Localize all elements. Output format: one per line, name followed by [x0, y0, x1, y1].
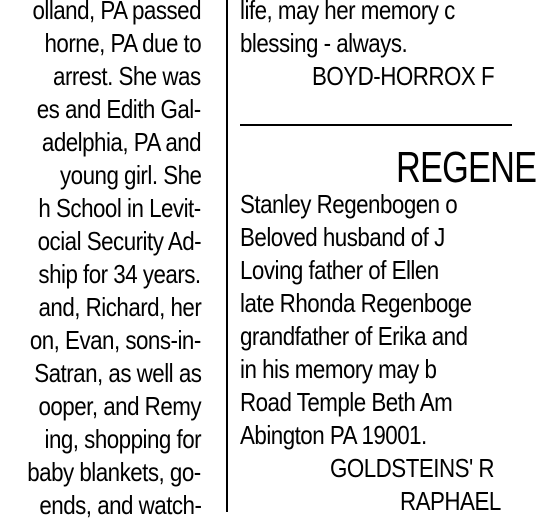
obituary-text-line: horne, PA due to: [44, 28, 201, 58]
column-divider: [226, 0, 228, 512]
obituary-text-line: grandfather of Erika and: [240, 321, 468, 351]
obituary-column-right: [240, 0, 512, 516]
funeral-home-credit: BOYD-HORROX F: [312, 61, 495, 91]
obituary-text-line: and, Richard, her: [38, 292, 201, 322]
obituary-text-line: Stanley Regenbogen o: [240, 189, 458, 219]
obituary-text-line: Loving father of Ellen: [240, 255, 439, 285]
obituary-text-line: es and Edith Gal-: [36, 94, 201, 124]
obituary-text-line: young girl. She: [59, 160, 201, 190]
obituary-heading: REGENE: [396, 143, 536, 192]
obituary-text-line: ship for 34 years.: [38, 259, 201, 289]
obituary-text-line: Beloved husband of J: [240, 222, 445, 252]
section-rule: [240, 124, 512, 126]
obituary-text-line: Abington PA 19001.: [240, 420, 427, 450]
obituary-text-line: adelphia, PA and: [41, 127, 201, 157]
obituary-text-line: ing, shopping for: [44, 424, 201, 454]
obituary-text-line: ends, and watch-: [38, 490, 201, 520]
obituary-text-line: life, may her memory c: [240, 0, 455, 25]
obituary-text-line: blessing - always.: [240, 28, 408, 58]
obituary-text-line: ooper, and Remy: [38, 391, 201, 421]
obituary-column-left: [0, 0, 203, 520]
obituary-text-line: baby blankets, go-: [27, 457, 201, 487]
obituary-text-line: late Rhonda Regenboge: [240, 288, 472, 318]
obituary-text-line: Road Temple Beth Am: [240, 387, 453, 417]
obituary-text-line: arrest. She was: [53, 61, 201, 91]
obituary-text-line: on, Evan, sons-in-: [30, 325, 201, 355]
obituary-text-line: Satran, as well as: [33, 358, 201, 388]
funeral-home-credit: GOLDSTEINS' R: [330, 453, 495, 483]
obituary-text-line: ocial Security Ad-: [37, 226, 201, 256]
obituary-text-line: in his memory may b: [240, 354, 437, 384]
obituary-text-line: h School in Levit-: [38, 193, 201, 223]
obituary-text-line: olland, PA passed: [32, 0, 201, 25]
funeral-home-credit: RAPHAEL: [400, 486, 501, 516]
